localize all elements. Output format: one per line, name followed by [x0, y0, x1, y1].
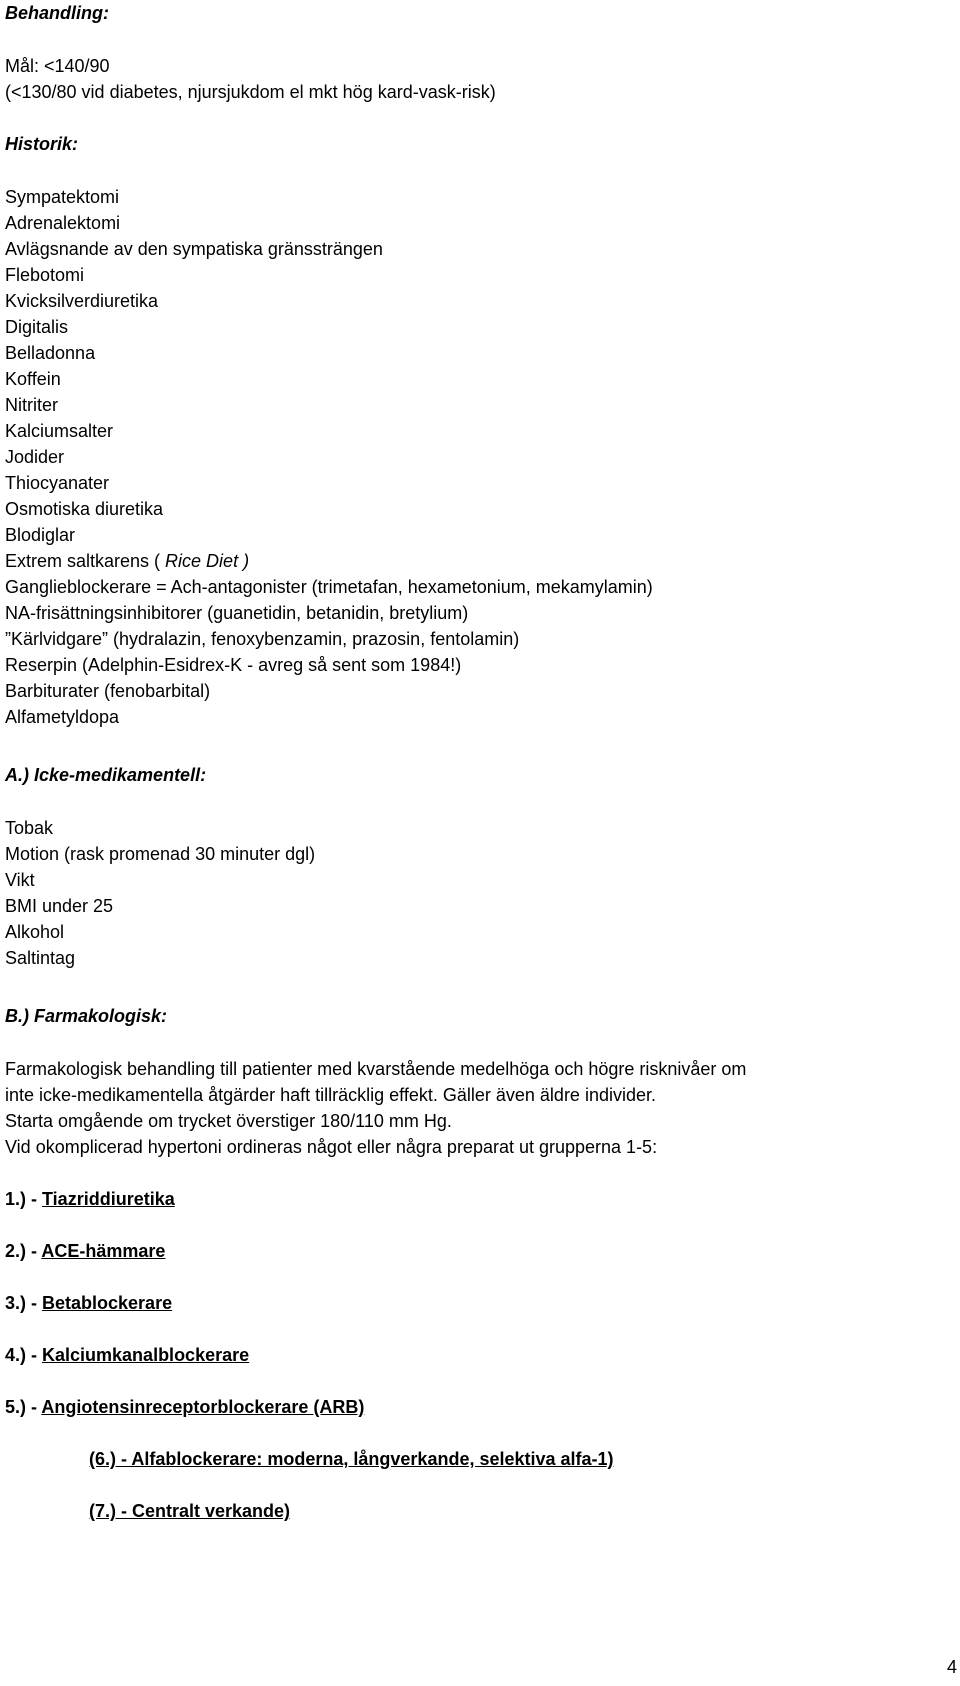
list-item: Motion (rask promenad 30 minuter dgl) [5, 844, 316, 864]
paragraph-line: Vid okomplicerad hypertoni ordineras något eller några preparat ut grupperna 1-5: [5, 1137, 658, 1157]
list-item: Jodider [5, 447, 65, 467]
list-item: Alfametyldopa [5, 707, 120, 727]
list-item: Nitriter [5, 395, 58, 415]
list-item: Digitalis [5, 317, 69, 337]
document-page [5, 0, 955, 1524]
farmakologisk-heading: B.) Farmakologisk: [5, 1006, 168, 1026]
list-item: Kalciumsalter [5, 421, 114, 441]
group-number: 5.) - [5, 1397, 42, 1417]
group-number: 3.) - [5, 1293, 43, 1313]
group-number: 1.) - [5, 1189, 43, 1209]
behandling-heading: Behandling: [5, 3, 109, 23]
list-item: BMI under 25 [5, 896, 114, 916]
group-extra: (6.) - Alfablockerare: moderna, långverkande, selektiva alfa-1) [89, 1449, 614, 1469]
drug-group-4 [5, 1342, 955, 1368]
group-number: 4.) - [5, 1345, 43, 1365]
group-name: ACE-hämmare [41, 1241, 166, 1261]
drug-group-3 [5, 1290, 955, 1316]
list-item: Koffein [5, 369, 61, 389]
drug-group-2 [5, 1238, 955, 1264]
group-name: Kalciumkanalblockerare [42, 1345, 250, 1365]
list-item: Belladonna [5, 343, 96, 363]
rice-italic: Rice Diet ) [165, 551, 250, 571]
paragraph-line: Farmakologisk behandling till patienter med kvarstående medelhöga och högre risknivåer om [5, 1059, 747, 1079]
list-item: Tobak [5, 818, 54, 838]
group-name: Betablockerare [42, 1293, 173, 1313]
list-item: Alkohol [5, 922, 65, 942]
historik-list [5, 184, 955, 730]
rice-prefix: Extrem saltkarens ( [5, 551, 166, 571]
drug-group-6 [5, 1446, 955, 1472]
group-name: Tiazriddiuretika [42, 1189, 175, 1209]
drug-group-1 [5, 1186, 955, 1212]
drug-group-5 [5, 1394, 955, 1420]
group-name: Angiotensinreceptorblockerare (ARB) [41, 1397, 365, 1417]
paragraph-line: Starta omgående om trycket överstiger 180/110 mm Hg. [5, 1111, 452, 1131]
icke-medikamentell-list [5, 815, 955, 971]
list-item: Kvicksilverdiuretika [5, 291, 159, 311]
list-item: Adrenalektomi [5, 213, 121, 233]
drug-groups [5, 1186, 955, 1524]
page-number: 4 [946, 1657, 957, 1677]
list-item: Barbiturater (fenobarbital) [5, 681, 211, 701]
list-item-rice-diet [5, 548, 955, 574]
goal-note: (<130/80 vid diabetes, njursjukdom el mkt hög kard-vask-risk) [5, 82, 496, 102]
list-item: Blodiglar [5, 525, 76, 545]
drug-group-7 [5, 1498, 955, 1524]
farmakologisk-paragraph [5, 1056, 955, 1160]
list-item: Ganglieblockerare = Ach-antagonister (trimetafan, hexametonium, mekamylamin) [5, 577, 653, 597]
group-extra: (7.) - Centralt verkande) [89, 1501, 291, 1521]
icke-medikamentell-heading: A.) Icke-medikamentell: [5, 765, 207, 785]
list-item: Reserpin (Adelphin-Esidrex-K - avreg så sent som 1984!) [5, 655, 462, 675]
group-number: 2.) - [5, 1241, 42, 1261]
list-item: Osmotiska diuretika [5, 499, 164, 519]
list-item: Avlägsnande av den sympatiska gränssträngen [5, 239, 383, 259]
list-item: NA-frisättningsinhibitorer (guanetidin, betanidin, bretylium) [5, 603, 469, 623]
paragraph-line: inte icke-medikamentella åtgärder haft tillräcklig effekt. Gäller även äldre individer. [5, 1085, 656, 1105]
list-item: Thiocyanater [5, 473, 110, 493]
historik-heading: Historik: [5, 134, 79, 154]
list-item: Vikt [5, 870, 35, 890]
list-item: Saltintag [5, 948, 76, 968]
list-item: Flebotomi [5, 265, 85, 285]
list-item: ”Kärlvidgare” (hydralazin, fenoxybenzamin, prazosin, fentolamin) [5, 629, 520, 649]
list-item: Sympatektomi [5, 187, 120, 207]
goal-text: Mål: <140/90 [5, 56, 110, 76]
